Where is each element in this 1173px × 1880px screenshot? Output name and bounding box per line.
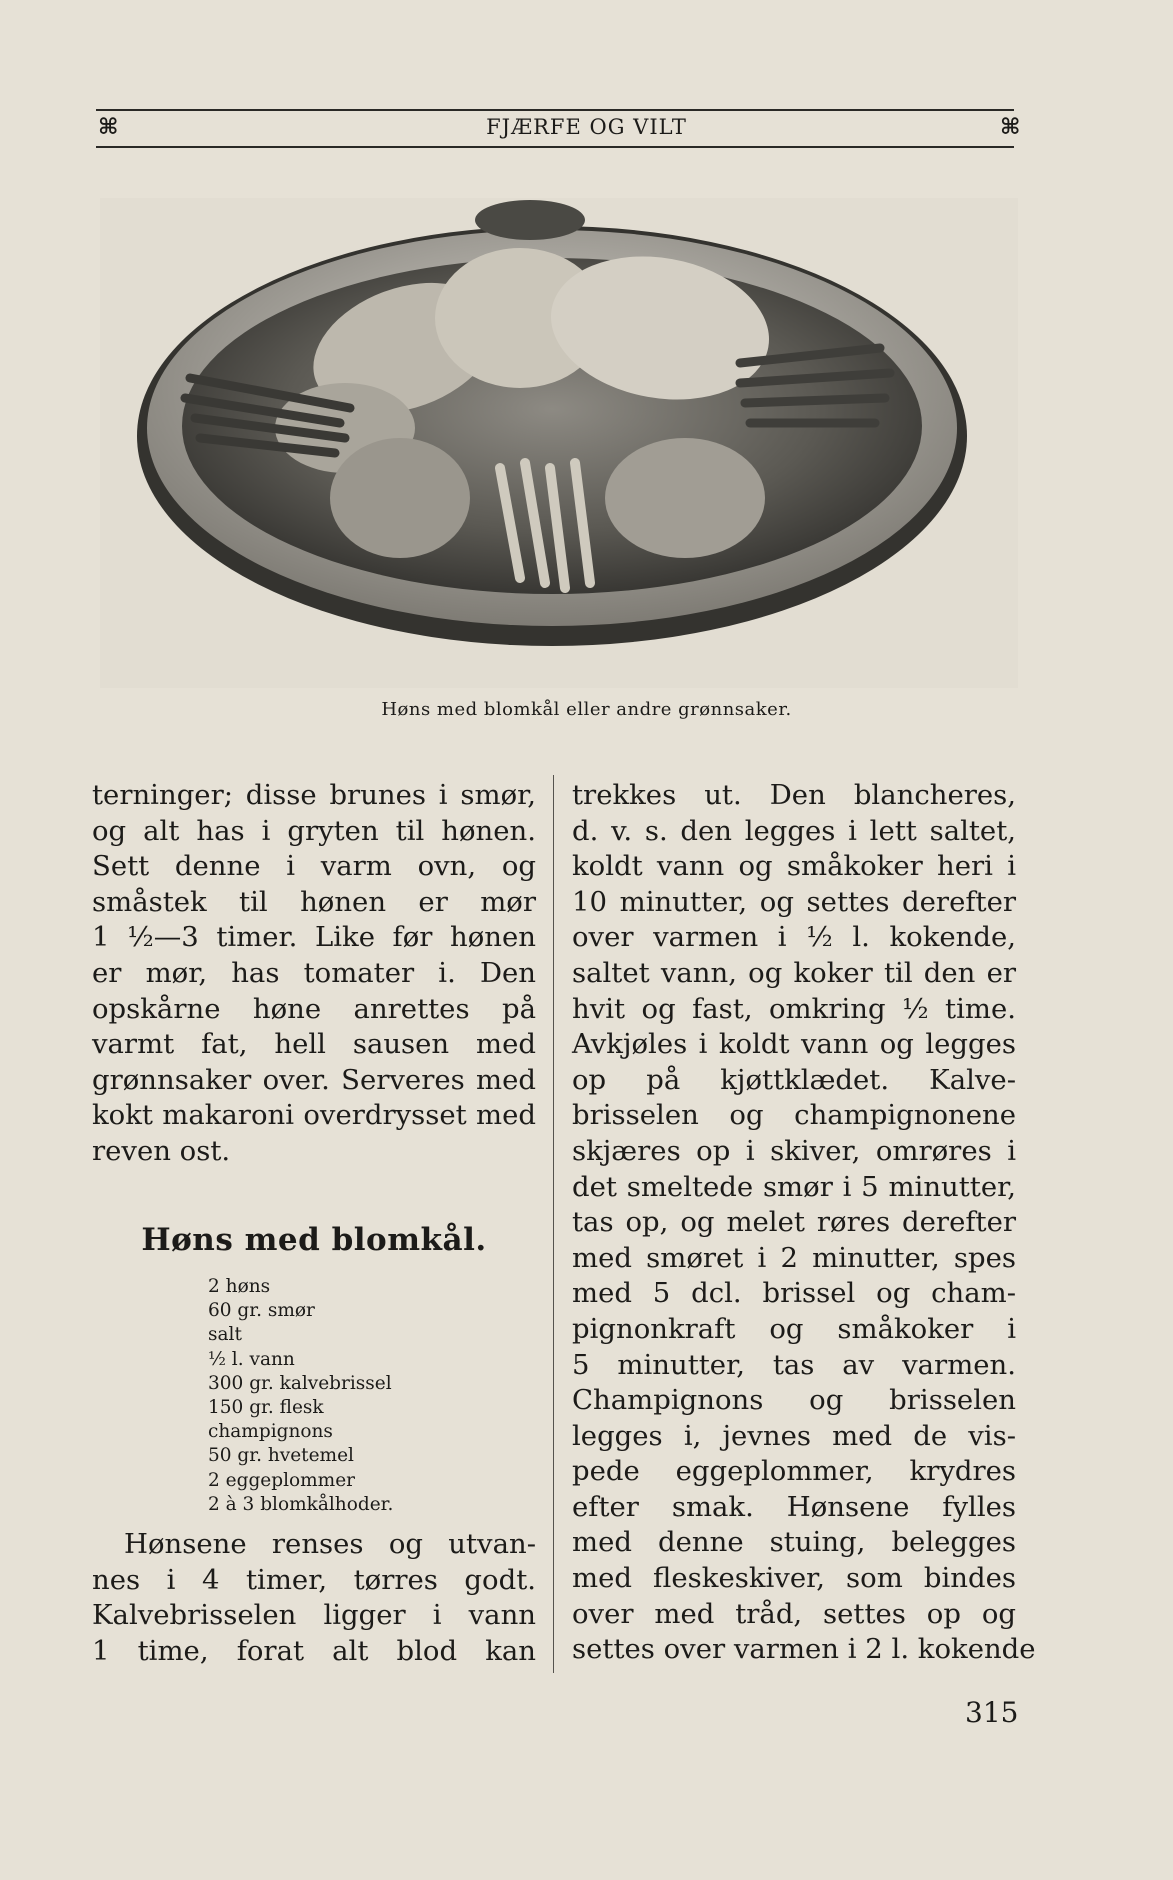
- ingredient-item: ½ l. vann: [208, 1348, 295, 1370]
- ingredient-item: 2 à 3 blomkålhoder.: [208, 1493, 394, 1515]
- platter-illustration: [100, 198, 1018, 688]
- header-rule-top: [96, 109, 1014, 111]
- ingredient-item: 2 høns: [208, 1276, 271, 1297]
- text-line: 1 time, forat alt blod kan: [92, 1634, 536, 1667]
- cauliflower: [605, 438, 765, 558]
- page-number: 315: [965, 1696, 1019, 1729]
- ingredient-item: salt: [208, 1324, 242, 1346]
- text-line: med smøret i 2 minutter, spes: [572, 1241, 1016, 1274]
- text-line: tas op, og melet røres derefter: [572, 1206, 1016, 1239]
- text-line: med 5 dcl. brissel og cham-: [572, 1277, 1016, 1310]
- text-line: terninger; disse brunes i smør,: [92, 779, 536, 811]
- text-line: kokt makaroni overdrysset med: [92, 1099, 536, 1132]
- text-line: varmt fat, hell sausen med: [92, 1028, 536, 1061]
- text-line: brisselen og champignonene: [572, 1099, 1016, 1132]
- parsley-garnish: [475, 200, 585, 240]
- ingredient-item: 2 eggeplommer: [208, 1469, 356, 1491]
- text-line: og alt has i gryten til hønen.: [92, 814, 536, 847]
- column-divider: [553, 775, 554, 1673]
- photo-caption: Høns med blomkål eller andre grønnsaker.: [381, 699, 792, 720]
- ingredient-item: 300 gr. kalvebrissel: [208, 1372, 392, 1394]
- text-line: Kalvebrisselen ligger i vann: [92, 1599, 536, 1632]
- text-line: over med tråd, settes op og: [572, 1597, 1016, 1630]
- text-line: over varmen i ½ l. kokende,: [572, 921, 1016, 954]
- ingredient-item: 60 gr. smør: [208, 1300, 315, 1322]
- text-line: pede eggeplommer, krydres: [572, 1455, 1016, 1488]
- left-column-text: [92, 778, 536, 1170]
- text-line: Sett denne i varm ovn, og: [92, 850, 536, 883]
- text-line: skjæres op i skiver, omrøres i: [572, 1134, 1016, 1167]
- header-rule-bottom: [96, 146, 1014, 148]
- header-ornament-left-icon: ⌘: [98, 114, 119, 140]
- text-line: Avkjøles i koldt vann og legges: [572, 1028, 1016, 1061]
- text-line: koldt vann og småkoker heri i: [572, 850, 1016, 883]
- cauliflower: [330, 438, 470, 558]
- text-line: legges i, jevnes med de vis-: [572, 1419, 1016, 1452]
- ingredient-item: 50 gr. hvetemel: [208, 1445, 354, 1467]
- text-line: hvit og fast, omkring ½ time.: [572, 992, 1016, 1025]
- text-line: efter smak. Hønsene fylles: [572, 1490, 1016, 1523]
- text-line: 1 ½—3 timer. Like før hønen: [92, 921, 536, 954]
- text-line: saltet vann, og koker til den er: [572, 956, 1016, 989]
- text-line: småstek til hønen er mør: [92, 885, 536, 918]
- text-line: med denne stuing, belegges: [572, 1526, 1016, 1559]
- text-line: trekkes ut. Den blancheres,: [572, 779, 1016, 811]
- text-line: reven ost.: [92, 1134, 231, 1167]
- text-line: Champignons og brisselen: [572, 1384, 1016, 1417]
- text-line: det smeltede smør i 5 minutter,: [572, 1170, 1016, 1203]
- text-line: grønnsaker over. Serveres med: [92, 1063, 536, 1096]
- running-header-title: FJÆRFE OG VILT: [486, 115, 687, 139]
- text-line: op på kjøttklædet. Kalve-: [572, 1063, 1016, 1096]
- dish-photo: [100, 198, 1018, 688]
- text-line: Hønsene renses og utvan-: [124, 1528, 536, 1560]
- text-line: 5 minutter, tas av varmen.: [572, 1348, 1016, 1381]
- header-ornament-right-icon: ⌘: [1000, 114, 1021, 140]
- text-line: settes over varmen i 2 l. kokende: [572, 1633, 1036, 1666]
- text-line: med fleskeskiver, som bindes: [572, 1562, 1016, 1595]
- text-line: opskårne høne anrettes på: [92, 992, 536, 1025]
- text-line: nes i 4 timer, tørres godt.: [92, 1563, 536, 1596]
- recipe-title: Høns med blomkål.: [141, 1222, 487, 1258]
- recipe-method-start: [92, 1527, 536, 1669]
- ingredient-list: [208, 1275, 393, 1517]
- right-column-text: [572, 778, 1036, 1668]
- text-line: 10 minutter, og settes derefter: [572, 885, 1016, 918]
- text-line: d. v. s. den legges i lett saltet,: [572, 814, 1016, 847]
- ingredient-item: champignons: [208, 1421, 333, 1443]
- ingredient-item: 150 gr. flesk: [208, 1397, 324, 1419]
- text-line: pignonkraft og småkoker i: [572, 1312, 1016, 1345]
- text-line: er mør, has tomater i. Den: [92, 956, 536, 989]
